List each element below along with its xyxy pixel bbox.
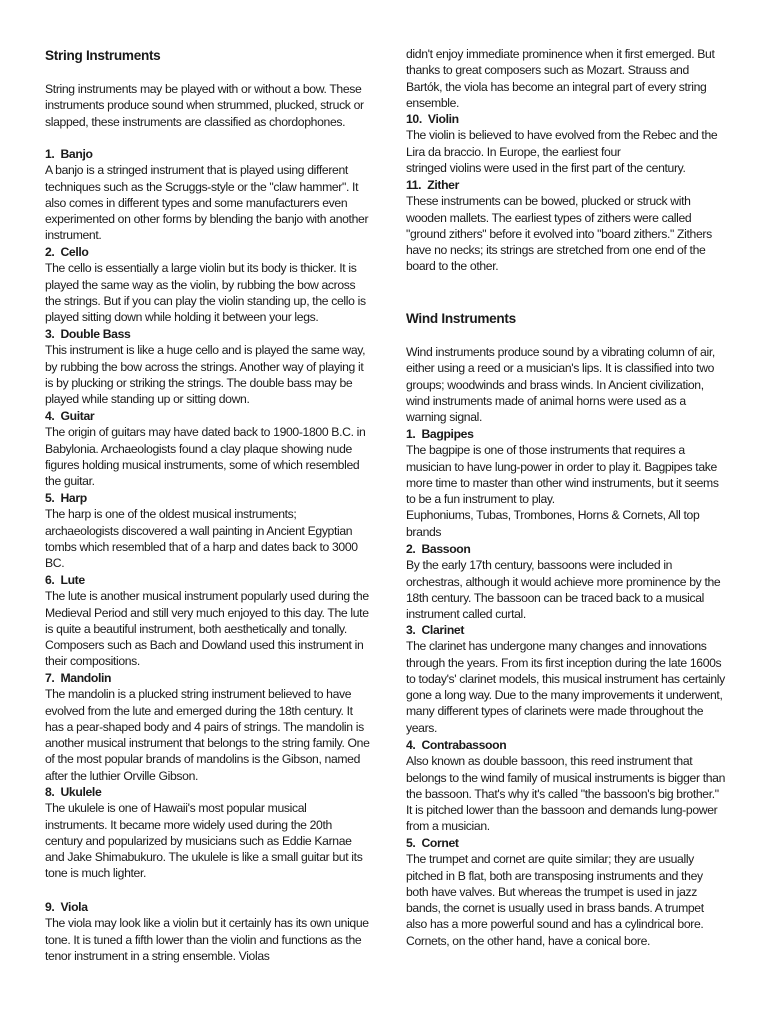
item-bassoon: [406, 541, 726, 622]
item-bagpipes: [406, 426, 726, 540]
item-text: The violin is believed to have evolved from the Rebec and the Lira da braccio. In Europe, the earliest four: [406, 128, 718, 159]
item-text: The trumpet and cornet are quite similar; they are usually pitched in B flat, both are transposing instruments and they both have valves. But whereas the trumpet is used in jazz bands, the cornet is usually used in brass bands. A trumpet also has a more powerful sound and has a cylindrical bore. Cornets, on the other hand, have a conical bore.: [406, 852, 704, 948]
item-text: This instrument is like a huge cello and is played the same way, by rubbing the bow across the strings. Another way of playing it is by plucking or striking the strings. The double bass may be played while standing up or sitting down.: [45, 343, 366, 407]
item-cornet: [406, 835, 726, 949]
item-text: The bagpipe is one of those instruments that requires a musician to have lung-power in order to play it. Bagpipes take more time to master than other wind instruments, but it seems to be a fun instrument to play.: [406, 443, 719, 507]
item-title: 1. Banjo: [45, 147, 93, 161]
item-violin: [406, 111, 726, 176]
continuation-text: didn't enjoy immediate prominence when it first emerged. But thanks to great composers such as Mozart. Strauss and Bartók, the viola has become an integral part of every string ensemble.: [406, 47, 715, 110]
item-title: 7. Mandolin: [45, 671, 112, 685]
string-intro: [45, 81, 370, 130]
item-lute: [45, 572, 370, 670]
item-guitar: [45, 408, 370, 489]
item-cello: [45, 244, 370, 325]
item-text: The origin of guitars may have dated back to 1900-1800 B.C. in Babylonia. Archaeologists found a clay plaque showing nude figures holding musical instruments, some of which resembled the guitar.: [45, 425, 366, 489]
item-title: 4. Contrabassoon: [406, 738, 507, 752]
item-title: 3. Double Bass: [45, 327, 131, 341]
item-title: 5. Harp: [45, 491, 87, 505]
item-text: stringed violins were used in the first part of the century.: [406, 160, 686, 175]
item-clarinet: [406, 622, 726, 736]
item-text: The viola may look like a violin but it certainly has its own unique tone. It is tuned a fifth lower than the violin and functions as the tenor instrument in a string ensemble. Violas: [45, 916, 369, 963]
item-title: 2. Bassoon: [406, 542, 471, 556]
item-text: The ukulele is one of Hawaii's most popular musical instruments. It became more widely used during the 20th century and popularized by musicians such as Eddie Karnae and Jake Shimabukuro. The ukulele is like a small guitar but its tone is much lighter.: [45, 801, 363, 881]
item-title: 10. Violin: [406, 112, 459, 126]
item-banjo: [45, 146, 370, 244]
viola-continuation: [406, 46, 726, 111]
item-viola: [45, 899, 370, 964]
item-text: The mandolin is a plucked string instrument believed to have evolved from the lute and emerged during the 18th century. It has a pear-shaped body and 4 pairs of strings. The mandolin is another musical instrument that belongs to the string family. One of the most popular brands of mandolins is the Gibson, named after the luthier Orville Gibson.: [45, 687, 370, 783]
item-title: 8. Ukulele: [45, 785, 102, 799]
wind-intro: [406, 344, 726, 425]
item-contrabassoon: [406, 737, 726, 835]
item-text: These instruments can be bowed, plucked or struck with wooden mallets. The earliest types of zithers were called "ground zithers" before it evolved into "board zithers." Zithers have no necks; its strings are stretched from one end of the board to the other.: [406, 194, 712, 274]
item-title: 2. Cello: [45, 245, 89, 259]
item-title: 3. Clarinet: [406, 623, 465, 637]
item-text: The clarinet has undergone many changes and innovations through the years. From its first inception during the late 1600s to today's' clarinet models, this musical instrument has certainly gone a long way. Due to the many improvements it underwent, many different types of clarinets were made throughout the years.: [406, 639, 725, 735]
item-double-bass: [45, 326, 370, 407]
wind-intro-text: Wind instruments produce sound by a vibrating column of air, either using a reed or a musician's lips. It is classified into two groups; woodwinds and brass winds. In Ancient civilization, wind instruments made of animal horns were used as a warning signal.: [406, 345, 715, 425]
item-text: By the early 17th century, bassoons were included in orchestras, although it would achieve more prominence by the 18th century. The bassoon can be traced back to a musical instrument called curtal.: [406, 558, 721, 622]
item-text: The cello is essentially a large violin but its body is thicker. It is played the same way as the violin, by rubbing the bow across the strings. But if you can play the violin standing up, the cello is played sitting down while holding it between your legs.: [45, 261, 366, 325]
item-title: 4. Guitar: [45, 409, 95, 423]
item-zither: [406, 177, 726, 275]
string-intro-text: String instruments may be played with or without a bow. These instruments produce sound when strummed, plucked, struck or slapped, these instruments are classified as chordophones.: [45, 82, 364, 129]
item-text: Also known as double bassoon, this reed instrument that belongs to the wind family of musical instruments is bigger than the bassoon. That's why it's called "the bassoon's big brother." It is pitched lower than the bassoon and demands lung-power from a musician.: [406, 754, 726, 834]
item-text: The lute is another musical instrument popularly used during the Medieval Period and still very much enjoyed to this day. The lute is quite a beautiful instrument, both aesthetically and tonally. Composers such as Bach and Dowland used this instrument in their compositions.: [45, 589, 369, 669]
item-title: 1. Bagpipes: [406, 427, 474, 441]
item-ukulele: [45, 784, 370, 882]
item-text: A banjo is a stringed instrument that is played using different techniques such as the Scruggs-style or the "claw hammer". It also comes in different types and some manufacturers even experimented on other forms by blending the banjo with another instrument.: [45, 163, 369, 243]
item-harp: [45, 490, 370, 571]
item-text: Euphoniums, Tubas, Trombones, Horns & Cornets, All top brands: [406, 508, 700, 539]
item-title: 9. Viola: [45, 900, 88, 914]
item-mandolin: [45, 670, 370, 784]
wind-instruments-heading: Wind Instruments: [406, 311, 516, 326]
item-title: 11. Zither: [406, 178, 459, 192]
item-title: 6. Lute: [45, 573, 85, 587]
item-text: The harp is one of the oldest musical instruments; archaeologists discovered a wall painting in Ancient Egyptian tombs which resembled that of a harp and dates back to 3000 BC.: [45, 507, 358, 571]
item-title: 5. Cornet: [406, 836, 459, 850]
string-instruments-heading: String Instruments: [45, 48, 161, 63]
